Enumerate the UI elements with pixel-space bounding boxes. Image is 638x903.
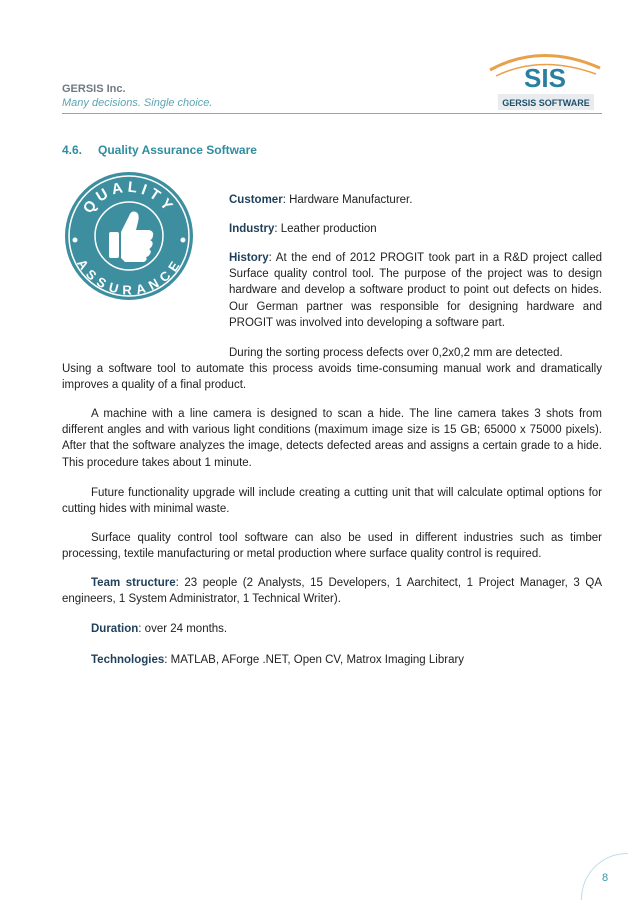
technologies-line bbox=[62, 652, 602, 668]
duration-value: : over 24 months. bbox=[138, 623, 228, 635]
company-name: GERSIS Inc. bbox=[62, 83, 126, 95]
team-structure-paragraph bbox=[62, 575, 602, 607]
logo-subtext: GERSIS SOFTWARE bbox=[502, 98, 590, 108]
gersis-logo bbox=[486, 50, 604, 114]
logo-text: SIS bbox=[524, 63, 566, 93]
section-title bbox=[62, 143, 257, 157]
sorting-paragraph-rest: Using a software tool to automate this process avoids time-consuming manual work and dramatically improves a quality of a final product. bbox=[62, 363, 602, 392]
team-structure-label: Team structure bbox=[91, 577, 176, 589]
duration-label: Duration bbox=[91, 623, 139, 635]
company-tagline: Many decisions. Single choice. bbox=[62, 97, 213, 109]
team-structure-value: : 23 people (2 Analysts, 15 Developers, 1 Aarchitect, 1 Project Manager, 3 QA engineers, 1 System Administrator, 1 Technical Writer). bbox=[62, 577, 602, 606]
history-paragraph bbox=[229, 250, 602, 331]
badge-top-text: QUALITY bbox=[79, 178, 179, 217]
badge-bottom-text: ASSURANCE bbox=[74, 256, 184, 298]
industry-label: Industry bbox=[229, 223, 275, 235]
technologies-label: Technologies bbox=[91, 654, 165, 666]
duration-line bbox=[62, 621, 602, 637]
customer-label: Customer bbox=[229, 194, 283, 206]
section-number: 4.6. bbox=[62, 143, 83, 157]
history-value: : At the end of 2012 PROGIT took part in a R&D project called Surface quality control tool. The purpose of the project was to design hardware and develop a software product to point out defects on hides. Our German partner was responsible for designing hardware and PROGIT was involved into developing a software part. bbox=[229, 252, 602, 329]
history-label: History bbox=[229, 252, 269, 264]
page-number: 8 bbox=[602, 872, 609, 884]
industry-line bbox=[229, 221, 602, 237]
page-number-corner bbox=[581, 853, 628, 900]
industry-value: : Leather production bbox=[274, 223, 377, 235]
quality-assurance-badge bbox=[63, 170, 195, 302]
machine-paragraph: A machine with a line camera is designed to scan a hide. The line camera takes 3 shots from different angles and with various light conditions (maximum image size is 15 GB; 65000 x 75000 pixels). After that the software analyzes the image, detects defected areas and assigns a certain grade to a hide. This procedure takes about 1 minute. bbox=[62, 408, 602, 469]
surface-paragraph: Surface quality control tool software can also be used in different industries such as timber processing, textile manufacturing or metal production where surface quality control is required. bbox=[62, 532, 602, 561]
sorting-paragraph-first-line: During the sorting process defects over 0,2x0,2 mm are detected. bbox=[229, 347, 563, 359]
technologies-value: : MATLAB, AForge .NET, Open CV, Matrox Imaging Library bbox=[164, 654, 465, 666]
header-divider bbox=[62, 113, 602, 114]
customer-line bbox=[229, 192, 602, 208]
customer-value: : Hardware Manufacturer. bbox=[282, 194, 413, 206]
future-paragraph: Future functionality upgrade will include creating a cutting unit that will calculate optimal options for cutting hides with minimal waste. bbox=[62, 487, 602, 516]
section-heading: Quality Assurance Software bbox=[98, 143, 257, 157]
